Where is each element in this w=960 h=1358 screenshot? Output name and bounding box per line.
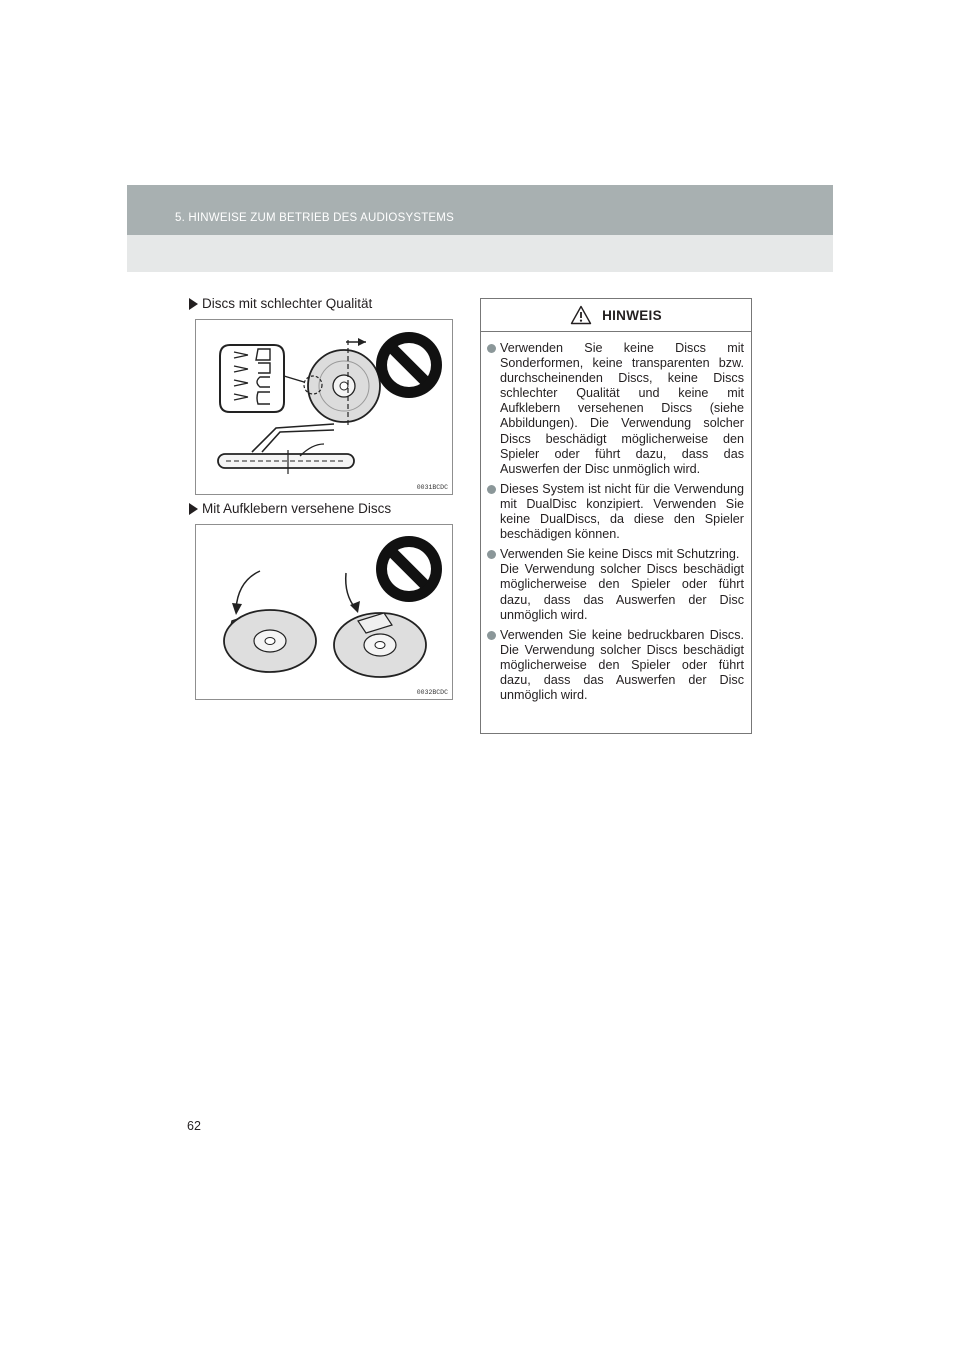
figure-code: 0031BCDC [416, 484, 448, 491]
header-subband [127, 235, 833, 272]
header-band [127, 185, 833, 235]
notice-item-text: Verwenden Sie keine Discs mit Schutzring. Die Verwendung solcher Discs beschädigt möglicherweise den Spieler oder führt dazu, dass das Auswerfen der Disc unmöglich wird. [500, 547, 744, 622]
bullet-icon [487, 485, 496, 494]
notice-item-text: Verwenden Sie keine Discs mit Sonderformen, keine transparenten bzw. durchscheinenden Discs, keine Discs schlechter Qualität und keine mit Aufklebern versehenen Discs (siehe Abbildungen). Die Verwendung solcher Discs beschädigt möglicherweise den Spieler oder führt dazu, dass das Auswerfen der Disc unmöglich wird. [500, 341, 744, 476]
notice-item-text: Verwenden Sie keine bedruckbaren Discs. Die Verwendung solcher Discs beschädigt möglicherweise den Spieler oder führt dazu, dass das Auswerfen der Disc unmöglich wird. [500, 627, 744, 703]
bullet-icon [487, 550, 496, 559]
notice-item [491, 482, 744, 542]
sticker-discs-illustration [196, 525, 452, 699]
arrow-right-icon [189, 298, 198, 310]
notice-box [480, 298, 752, 734]
notice-item [491, 628, 744, 703]
notice-item-text: Dieses System ist nicht für die Verwendung mit DualDisc konzipiert. Verwenden Sie keine DualDiscs, da diese den Spieler beschädigen können. [500, 481, 744, 542]
figure-code: 0032BCDC [416, 689, 448, 696]
bullet-icon [487, 631, 496, 640]
notice-item [491, 547, 744, 622]
bad-quality-discs-illustration [196, 320, 452, 494]
heading-sticker-discs-label: Mit Aufklebern versehene Discs [202, 501, 392, 516]
section-title: 5. HINWEISE ZUM BETRIEB DES AUDIOSYSTEMS [175, 212, 454, 224]
figure-sticker-discs [195, 524, 453, 700]
figure-bad-quality-discs [195, 319, 453, 495]
notice-item [491, 341, 744, 477]
heading-bad-quality-discs [189, 296, 372, 311]
warning-triangle-icon [570, 305, 592, 325]
heading-bad-quality-discs-label: Discs mit schlechter Qualität [202, 296, 373, 311]
notice-header [481, 299, 751, 332]
heading-sticker-discs [189, 501, 391, 516]
notice-list [481, 332, 751, 703]
arrow-right-icon [189, 503, 198, 515]
notice-title: HINWEIS [602, 307, 662, 323]
page-number: 62 [187, 1119, 201, 1133]
bullet-icon [487, 344, 496, 353]
